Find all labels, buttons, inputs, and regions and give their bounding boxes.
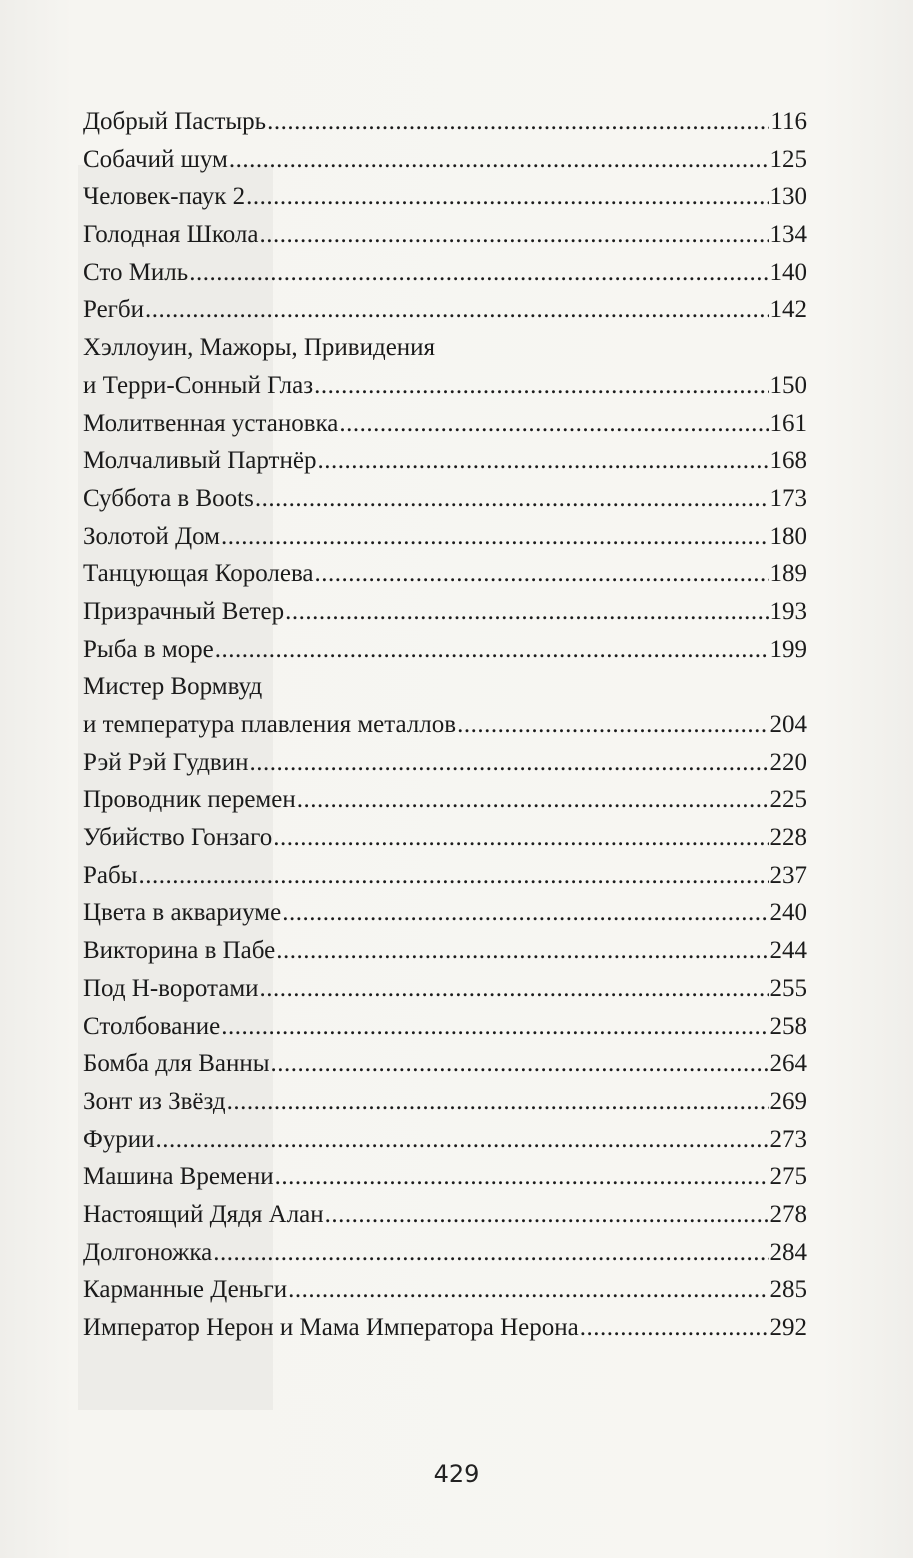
- toc-entry: [83, 1309, 807, 1347]
- toc-entry-page: 275: [769, 1163, 807, 1191]
- dot-leader: [221, 518, 769, 556]
- toc-entry-title: Под Н-воротами: [83, 974, 259, 1002]
- toc-entry: [83, 593, 807, 631]
- toc-entry-page: 189: [769, 560, 807, 588]
- toc-entry-title: Голодная Школа: [83, 221, 259, 249]
- toc-entry-title: Бомба для Ванны: [83, 1050, 270, 1078]
- toc-entry-title: Рабы: [83, 861, 138, 889]
- toc-entry-title: Человек-паук 2: [83, 183, 246, 211]
- dot-leader: [267, 103, 769, 141]
- toc-entry: [83, 329, 807, 367]
- toc-entry-page: 285: [769, 1276, 807, 1304]
- toc-entry-page: 278: [769, 1200, 807, 1228]
- toc-entry-page: 116: [770, 108, 807, 135]
- toc-entry-title: Машина Времени: [83, 1163, 274, 1191]
- toc-entry-page: 264: [769, 1050, 807, 1078]
- dot-leader: [156, 1121, 769, 1159]
- toc-entry-page: 134: [769, 221, 807, 249]
- toc-entry-title: Карманные Деньги: [83, 1276, 288, 1304]
- dot-leader: [260, 970, 769, 1008]
- toc-entry: [83, 1196, 807, 1234]
- toc-entry-title: и температура плавления металлов: [83, 711, 457, 738]
- dot-leader: [285, 593, 768, 631]
- dot-leader: [227, 1083, 769, 1121]
- toc-entry-title: Столбование: [83, 1012, 221, 1040]
- toc-entry: [83, 442, 807, 480]
- dot-leader: [273, 819, 768, 857]
- dot-leader: [297, 781, 769, 819]
- toc-entry-page: 173: [769, 484, 807, 512]
- dot-leader: [229, 141, 769, 179]
- toc-entry-page: 240: [769, 899, 807, 927]
- toc-entry-page: 228: [769, 824, 807, 852]
- toc-entry-title: Зонт из Звёзд: [83, 1087, 226, 1115]
- dot-leader: [339, 405, 768, 443]
- toc-entry-page: 237: [769, 861, 807, 889]
- dot-leader: [315, 555, 769, 593]
- toc-entry: [83, 367, 807, 405]
- toc-entry: [83, 216, 807, 254]
- toc-entry-page: 199: [769, 635, 807, 663]
- toc-entry-page: 225: [769, 786, 807, 814]
- toc-entry: [83, 668, 807, 706]
- toc-entry: [83, 291, 807, 329]
- toc-entry-page: 168: [769, 447, 807, 475]
- toc-entry-title: Добрый Пастырь: [83, 108, 267, 135]
- dot-leader: [325, 1196, 769, 1234]
- toc-entry-title: Цвета в аквариуме: [83, 899, 282, 927]
- toc-entry-title: Викторина в Пабе: [83, 937, 276, 965]
- toc-entry-page: 244: [769, 937, 807, 965]
- toc-entry-title: Золотой Дом: [83, 522, 220, 550]
- toc-entry-title: Рэй Рэй Гудвин: [83, 748, 249, 776]
- toc-entry: [83, 857, 807, 895]
- toc-entry-title: Молитвенная установка: [83, 409, 339, 437]
- toc-entry-page: 292: [769, 1314, 807, 1341]
- dot-leader: [246, 178, 768, 216]
- dot-leader: [249, 744, 768, 782]
- toc-entry-title: Призрачный Ветер: [83, 597, 285, 625]
- toc-entry: [83, 178, 807, 216]
- toc-entry-title: Танцующая Королева: [83, 560, 314, 588]
- dot-leader: [145, 291, 768, 329]
- toc-entry-title: Император Нерон и Мама Императора Нерона: [83, 1314, 579, 1341]
- dot-leader: [317, 442, 768, 480]
- toc-entry-page: 273: [769, 1125, 807, 1153]
- dot-leader: [215, 631, 769, 669]
- toc-entry-title: Хэллоуин, Мажоры, Привидения: [83, 334, 436, 362]
- toc-entry-title: Молчаливый Партнёр: [83, 447, 317, 475]
- toc-entry: [83, 1158, 807, 1196]
- toc-entry-title: Сто Миль: [83, 258, 189, 286]
- toc-entry-page: 142: [769, 296, 807, 324]
- toc-entry-title: и Терри-Сонный Глаз: [83, 371, 314, 399]
- dot-leader: [213, 1234, 768, 1272]
- toc-entry: [83, 781, 807, 819]
- toc-entry-title: Настоящий Дядя Алан: [83, 1200, 324, 1228]
- toc-entry-title: Суббота в Boots: [83, 484, 254, 512]
- dot-leader: [255, 480, 769, 518]
- dot-leader: [189, 254, 768, 292]
- toc-entry: [83, 518, 807, 556]
- toc-entry-page: 204: [769, 711, 807, 738]
- dot-leader: [276, 932, 768, 970]
- toc-entry-title: Убийство Гонзаго: [83, 824, 273, 852]
- toc-entry: [83, 405, 807, 443]
- toc-entry: [83, 1121, 807, 1159]
- toc-entry: [83, 555, 807, 593]
- toc-entry-page: 140: [769, 258, 807, 286]
- dot-leader: [259, 216, 768, 254]
- toc-entry-title: Рыба в море: [83, 635, 214, 663]
- toc-entry-page: 258: [769, 1012, 807, 1040]
- toc-entry-page: 220: [769, 748, 807, 776]
- dot-leader: [288, 1271, 768, 1309]
- toc-entry-title: Регби: [83, 296, 145, 324]
- toc-entry-page: 125: [769, 145, 807, 173]
- toc-entry-page: 255: [769, 974, 807, 1002]
- table-of-contents: [83, 103, 807, 1347]
- toc-entry-title: Собачий шум: [83, 145, 228, 173]
- toc-entry: [83, 103, 807, 141]
- toc-entry-page: 150: [769, 371, 807, 399]
- toc-entry-title: Проводник перемен: [83, 786, 296, 814]
- dot-leader: [457, 706, 768, 744]
- toc-entry: [83, 254, 807, 292]
- dot-leader: [580, 1309, 769, 1347]
- dot-leader: [139, 857, 769, 895]
- dot-leader: [275, 1158, 769, 1196]
- toc-entry-page: 130: [769, 183, 807, 211]
- toc-entry-title: Фурии: [83, 1125, 155, 1153]
- toc-entry: [83, 1045, 807, 1083]
- toc-entry: [83, 970, 807, 1008]
- toc-entry-page: 193: [769, 597, 807, 625]
- page-number: 429: [433, 1460, 480, 1488]
- dot-leader: [271, 1045, 769, 1083]
- toc-entry-title: Мистер Вормвуд: [83, 673, 263, 701]
- toc-entry: [83, 1008, 807, 1046]
- dot-leader: [221, 1008, 768, 1046]
- toc-entry: [83, 819, 807, 857]
- toc-entry: [83, 894, 807, 932]
- dot-leader: [282, 894, 768, 932]
- toc-entry-page: 284: [769, 1238, 807, 1266]
- toc-entry-page: 161: [769, 409, 807, 437]
- toc-entry: [83, 1234, 807, 1272]
- toc-entry-page: 269: [769, 1087, 807, 1115]
- toc-entry-title: Долгоножка: [83, 1238, 213, 1266]
- toc-entry: [83, 706, 807, 744]
- dot-leader: [314, 367, 768, 405]
- toc-entry: [83, 631, 807, 669]
- toc-entry: [83, 1271, 807, 1309]
- toc-entry: [83, 480, 807, 518]
- toc-entry: [83, 932, 807, 970]
- toc-entry: [83, 1083, 807, 1121]
- toc-entry: [83, 141, 807, 179]
- toc-entry: [83, 744, 807, 782]
- toc-entry-page: 180: [769, 522, 807, 550]
